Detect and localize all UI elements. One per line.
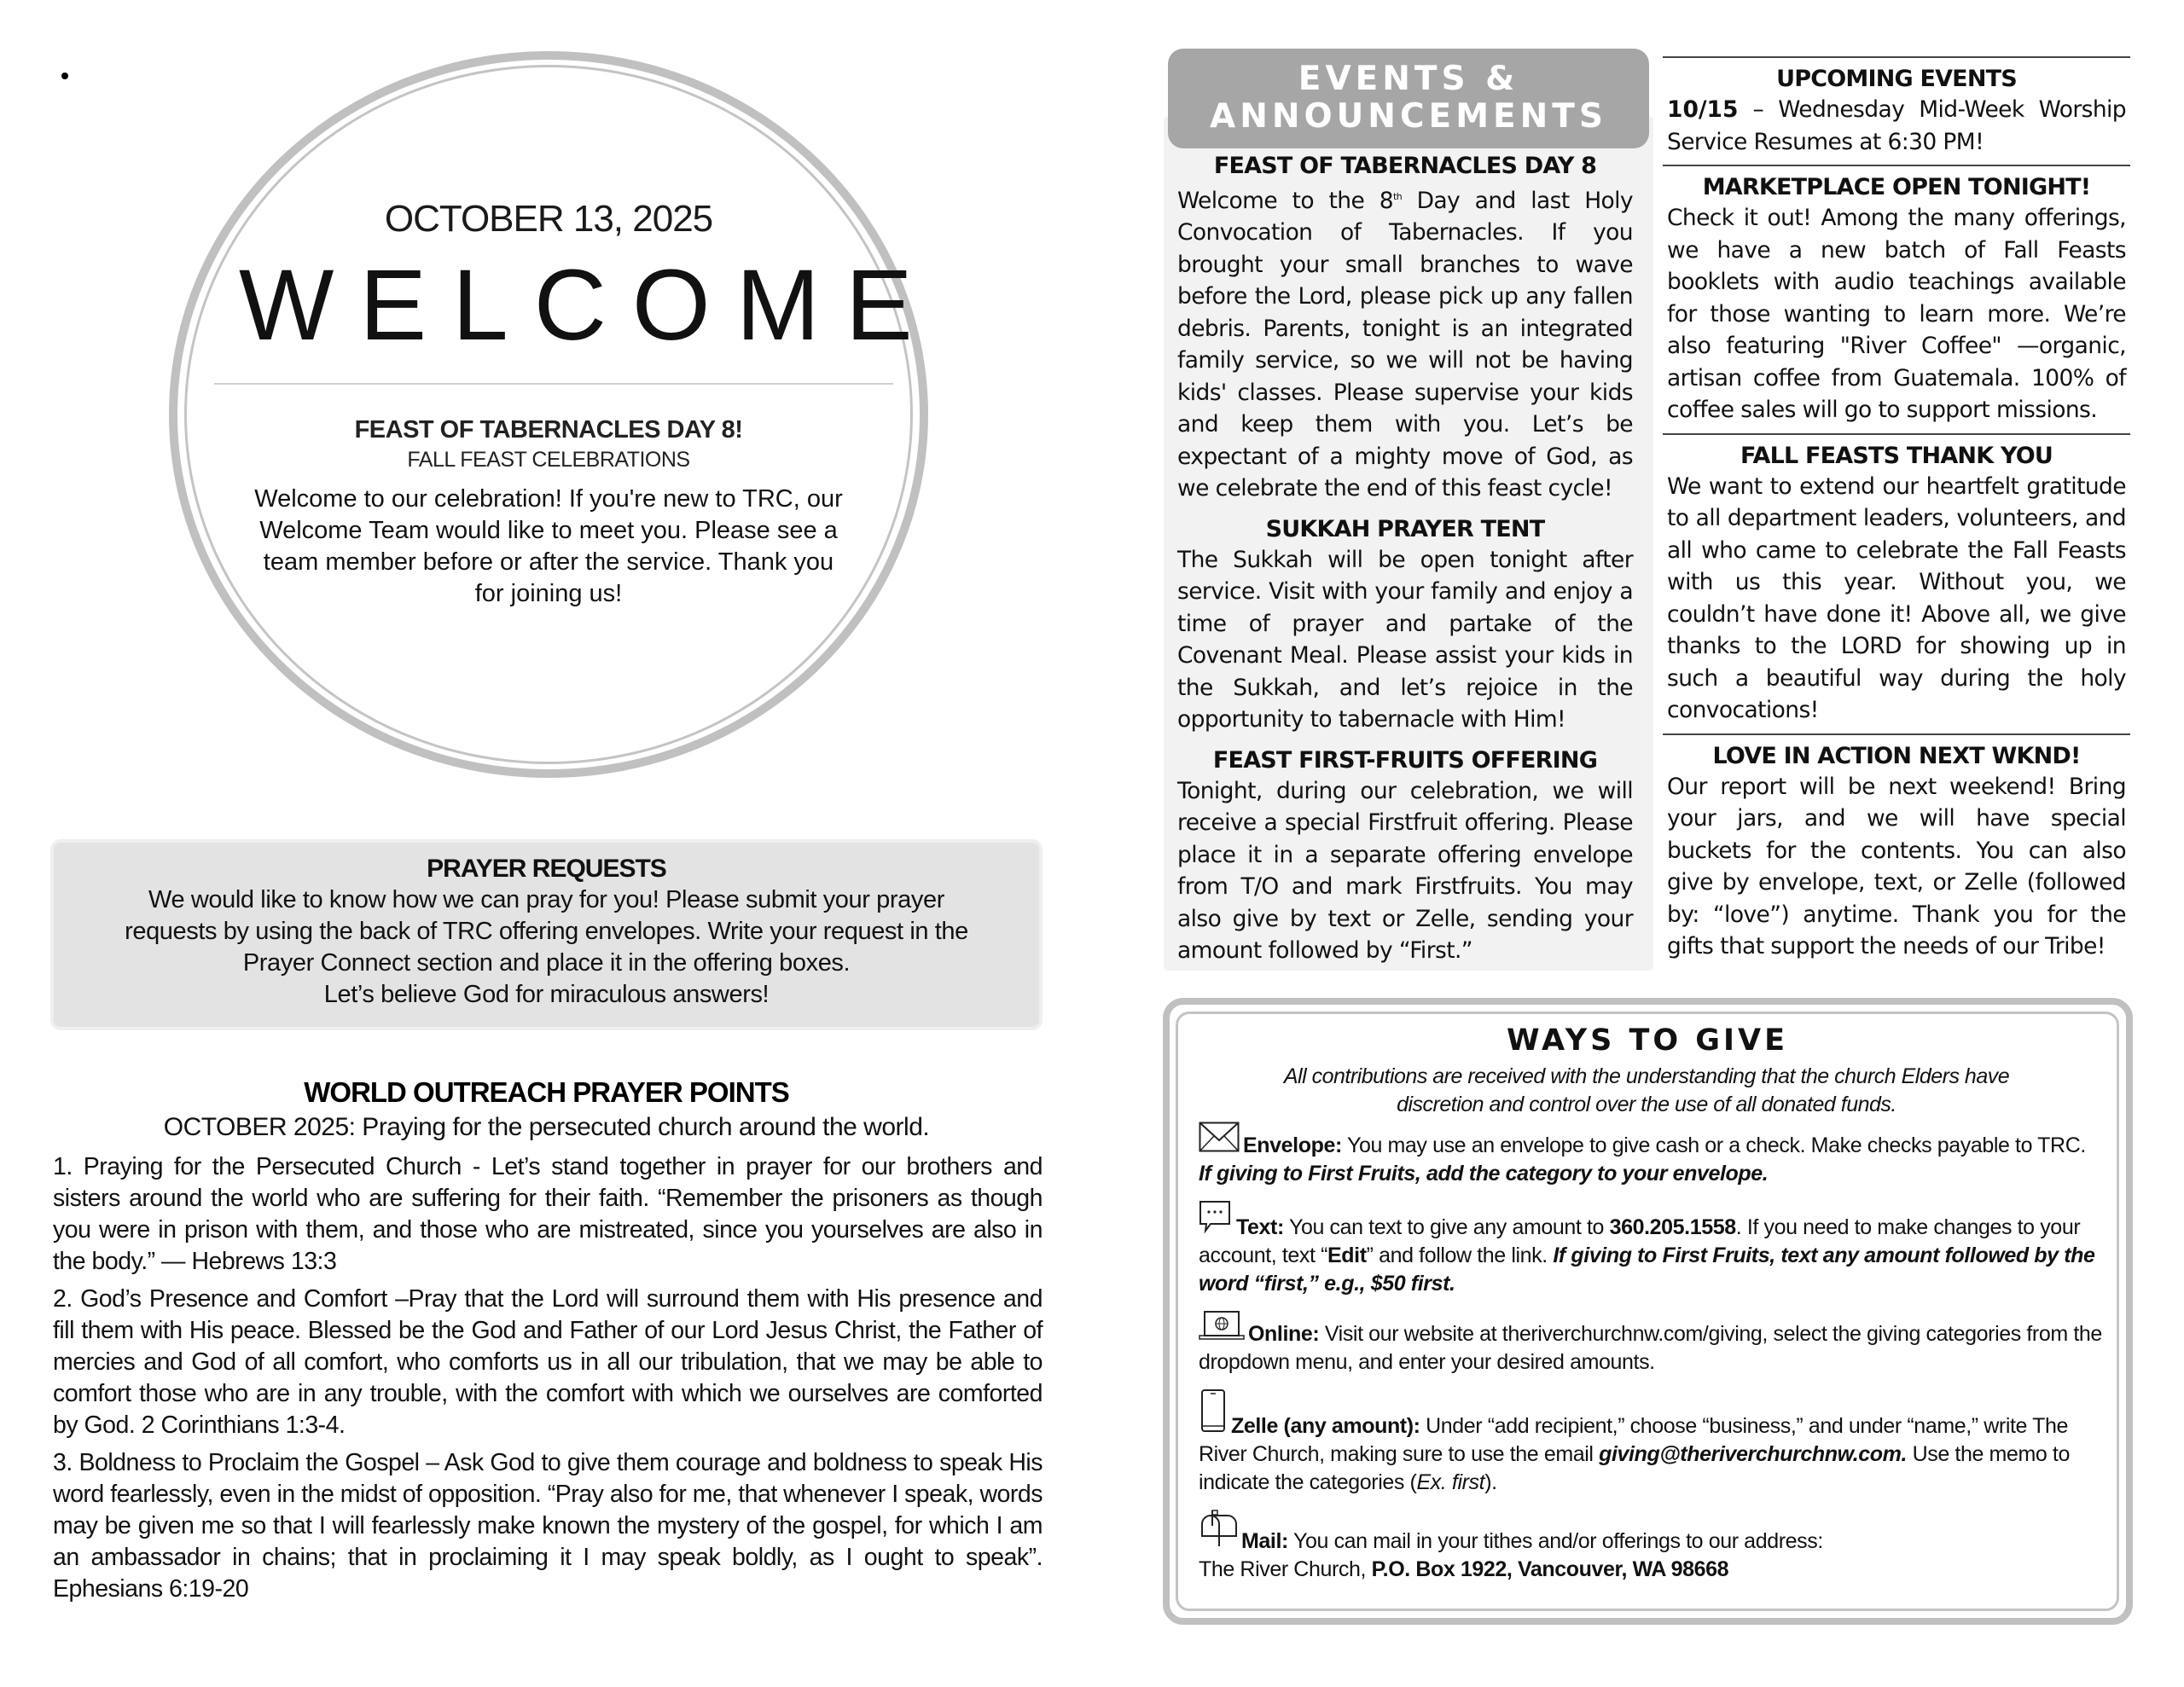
give-email: giving@theriverchurchnw.com. (1599, 1442, 1908, 1466)
disclaimer-line: discretion and control over the use of all donated funds. (1397, 1093, 1896, 1116)
event-date: 10/15 (1667, 96, 1739, 123)
announcement-body: Our report will be next weekend! Bring your jars, and we will have special buckets for the contents. You can also give by envelope, text, or Zelle (followed by: “love”) anytime. Thank you for the gifts that support the needs of our Tribe! (1667, 773, 2126, 959)
event-body (1177, 181, 1633, 505)
events-header (1168, 49, 1649, 148)
announcement-body: Check it out! Among the many offerings, we have a new batch of Fall Feasts booklets with audio teachings available for those wanting to learn more. We’re also featuring "River Coffee" —organic, artisan coffee from Guatemala. 100% of coffee sales will go to support missions. (1667, 205, 2126, 423)
events-column (1177, 152, 1633, 977)
mail-address-prefix: The River Church, (1199, 1557, 1372, 1581)
welcome-divider (214, 383, 893, 385)
prayer-line: requests by using the back of TRC offering envelopes. Write your request in the (125, 918, 968, 945)
give-method-text: Visit our website at theriverchurchnw.com/giving, select the giving categories from the dropdown menu, and enter your desired amounts. (1199, 1322, 2102, 1374)
mail-address: P.O. Box 1922, Vancouver, WA 98668 (1371, 1557, 1729, 1581)
section-divider (1663, 56, 2130, 58)
give-method-envelope (1199, 1122, 2103, 1188)
prayer-requests-title: PRAYER REQUESTS (427, 855, 666, 883)
world-outreach-subtitle: OCTOBER 2025: Praying for the persecuted church around the world. (163, 1113, 930, 1141)
welcome-title: WELCOME (239, 249, 938, 362)
ways-to-give-list (1199, 1122, 2103, 1596)
announcement-title: UPCOMING EVENTS (1776, 66, 2017, 92)
section-divider (1663, 433, 2130, 435)
give-method-mail (1199, 1509, 2103, 1584)
give-keyword: Edit (1327, 1244, 1367, 1267)
prayer-point: 1. Praying for the Persecuted Church - Let’s stand together in prayer for our brothers and sisters around the world who are suffering for their faith. “Remember the prisoners as though you were in prison with them, and those who are mistreated, since you yourselves are also in the body.” — Hebrews 13:3 (53, 1153, 1043, 1275)
prayer-line: We would like to know how we can pray for you! Please submit your prayer (148, 886, 944, 913)
give-method-emphasis: If giving to First Fruits, add the category to your envelope. (1199, 1162, 1769, 1186)
world-outreach-title: WORLD OUTREACH PRAYER POINTS (304, 1076, 789, 1108)
give-method-text: You can text to give any amount to (1283, 1215, 1610, 1239)
give-example: Ex. first (1416, 1470, 1485, 1494)
give-method-label: Zelle (any amount): (1231, 1414, 1420, 1438)
ways-to-give-disclaimer (1203, 1063, 2090, 1119)
give-method-text: You can mail in your tithes and/or offerings to our address: (1287, 1529, 1823, 1553)
welcome-date: OCTOBER 13, 2025 (384, 198, 713, 240)
announcement-title: MARKETPLACE OPEN TONIGHT! (1702, 174, 2091, 200)
section-divider (1663, 165, 2130, 166)
announcement-title: LOVE IN ACTION NEXT WKND! (1712, 742, 2081, 769)
welcome-subheading: FALL FEAST CELEBRATIONS (407, 448, 690, 472)
event-body: The Sukkah will be open tonight after service. Visit with your family and enjoy a time of prayer and partake of the Covenant Meal. Please assist your kids in the Sukkah, and let’s rejoice in the opportunity to tabernacle with Him! (1177, 546, 1633, 733)
world-outreach-list (53, 1151, 1043, 1611)
give-method-text: You may use an envelope to give cash or a check. Make checks payable to TRC. (1341, 1133, 2086, 1157)
welcome-body: Welcome to our celebration! If you're new to TRC, our Welcome Team would like to meet you. Please see a team member before or after the service. Thank you for joining us! (254, 485, 843, 607)
disclaimer-line: All contributions are received with the understanding that the church Elders have (1283, 1064, 2010, 1088)
envelope-icon (1199, 1122, 1240, 1160)
section-divider (1663, 733, 2130, 735)
welcome-circle-inner-ring (184, 65, 938, 764)
announcements-right-column (1663, 56, 2130, 970)
give-method-emphasis: If giving to First Fruits, text any amount followed by the word “first,” e.g., $50 first. (1199, 1244, 2095, 1296)
prayer-requests-body (68, 884, 1025, 1011)
event-body-text: Day and last Holy Convocation of Tabernacles. If you brought your small branches to wave before the Lord, please pick up any fallen debris. Parents, tonight is an integrated family service, so we will not be having kids' classes. Please supervise your kids and keep them with you. Let’s be expectant of a mighty move of God, as we celebrate the end of this feast cycle! (1177, 187, 1633, 502)
give-phone-number: 360.205.1558 (1609, 1215, 1736, 1239)
give-method-zelle (1199, 1388, 2103, 1497)
announcement-body: We want to extend our heartfelt gratitude to all department leaders, volunteers, and all who came to celebrate the Fall Feasts with us this year. Without you, we couldn’t have done it! Above all, we give thanks to the LORD for showing up in such a beautiful way during the holy convocations! (1667, 472, 2126, 723)
give-method-text: Use the memo to indicate the categories ( (1199, 1442, 2070, 1494)
events-header-line1: EVENTS & (1298, 60, 1519, 98)
event-title: SUKKAH PRAYER TENT (1265, 515, 1545, 542)
give-method-text (1199, 1200, 2103, 1298)
event-title: FEAST FIRST-FRUITS OFFERING (1212, 746, 1598, 774)
welcome-heading: FEAST OF TABERNACLES DAY 8! (354, 416, 743, 443)
prayer-line: Let’s believe God for miraculous answers! (323, 981, 770, 1008)
announcement-title: FALL FEASTS THANK YOU (1740, 442, 2053, 469)
prayer-point: 3. Boldness to Proclaim the Gospel – Ask God to give them courage and boldness to speak His word fearlessly, even in the midst of opposition. “Pray also for me, that whenever I speak, words may be given me so that I will fearlessly make known the mystery of the gospel, for which I am an ambassador in chains; that in proclaiming it I may speak boldly, as I ought to speak”. Ephesians 6:19-20 (53, 1449, 1043, 1603)
chat-bubble-icon (1199, 1200, 1233, 1242)
stray-dot (61, 72, 68, 79)
event-body: Tonight, during our celebration, we will receive a special Firstfruit offering. Please place it in a separate offering envelope from T/O and mark Firstfruits. You may also give by text or Zelle, sending your amount followed by “First.” (1177, 777, 1633, 965)
mailbox-icon (1199, 1509, 1238, 1556)
ways-to-give-title: WAYS TO GIVE (1506, 1023, 1789, 1058)
events-header-line2: ANNOUNCEMENTS (1210, 97, 1607, 136)
event-body-text: Welcome to the 8 (1177, 187, 1393, 214)
give-method-online (1199, 1310, 2103, 1377)
give-method-text: Under “add recipient,” choose “business,” and under “name,” write The River Church, making sure to use the email (1199, 1414, 2069, 1466)
event-title: FEAST OF TABERNACLES DAY 8 (1213, 153, 1597, 179)
laptop-globe-icon (1199, 1310, 1245, 1348)
give-method-text: ). (1484, 1470, 1497, 1494)
ordinal-suffix: th (1392, 191, 1403, 202)
announcement-body (1667, 94, 2126, 158)
give-method-label: Mail: (1241, 1529, 1288, 1553)
give-method-label: Online: (1248, 1322, 1320, 1346)
give-method-text: ” and follow the link. (1366, 1244, 1554, 1267)
announcement-text: – Wednesday Mid-Week Worship Service Resumes at 6:30 PM! (1667, 96, 2126, 155)
give-method-text: . If you need to make changes to your account, text “ (1199, 1215, 2081, 1267)
give-method-label: Envelope: (1243, 1133, 1342, 1157)
phone-icon (1199, 1388, 1228, 1441)
prayer-point: 2. God’s Presence and Comfort –Pray that the Lord will surround them with His presence and fill them with His peace. Blessed be the God and Father of our Lord Jesus Christ, the Father of mercies and God of all comfort, who comforts us in all our tribulation, that we may be able to comfort those who are in any trouble, with the comfort with which we ourselves are comforted by God. 2 Corinthians 1:3-4. (53, 1285, 1043, 1439)
give-method-label: Text: (1236, 1215, 1284, 1239)
prayer-line: Prayer Connect section and place it in the offering boxes. (242, 949, 851, 977)
